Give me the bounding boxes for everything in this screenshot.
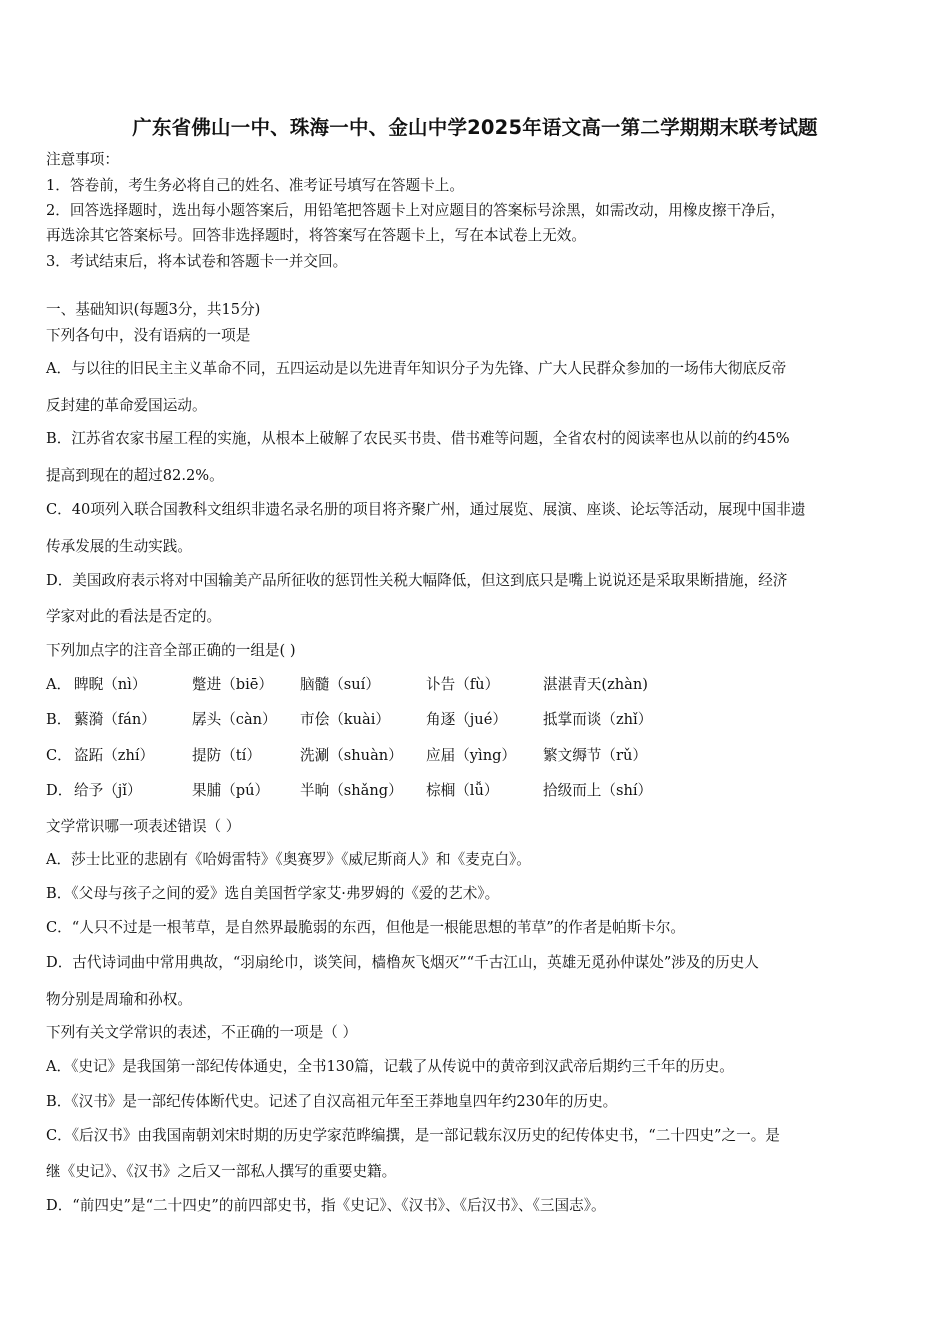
option-c-cont: 传承发展的生动实践。: [46, 538, 192, 555]
notice-item: 3．考试结束后，将本试卷和答题卡一并交回。: [46, 253, 348, 270]
option-b: B．江苏省农家书屋工程的实施，从根本上破解了农民买书贵、借书难等问题，全省农村的阅读率也从以前的约45%: [46, 430, 790, 447]
row-label: B．: [46, 711, 72, 728]
option-d: D．古代诗词曲中常用典故，“羽扇纶巾，谈笑间，樯橹灰飞烟灭”“千古江山，英雄无觅孙仲谋处”涉及的历史人: [46, 954, 759, 971]
question-stem: 下列各句中，没有语病的一项是: [46, 327, 251, 344]
option-d-cont: 学家对此的看法是否定的。: [46, 608, 222, 625]
option-c-cont: 继《史记》、《汉书》之后又一部私人撰写的重要史籍。: [46, 1163, 397, 1180]
pinyin-item: 盗跖（zhí）: [74, 747, 155, 764]
question-stem: 下列有关文学常识的表述，不正确的一项是（ ）: [46, 1024, 358, 1041]
pinyin-item: 湛湛青天(zhàn): [543, 676, 648, 693]
pinyin-item: 洗涮（shuàn）: [300, 747, 403, 764]
pinyin-item: 孱头（càn）: [192, 711, 277, 728]
option-a: A．莎士比亚的悲剧有《哈姆雷特》《奥赛罗》《威尼斯商人》和《麦克白》。: [46, 851, 531, 868]
pinyin-item: 拾级而上（shí）: [543, 782, 653, 799]
option-d: D．美国政府表示将对中国输美产品所征收的惩罚性关税大幅降低，但这到底只是嘴上说说还是采取果断措施，经济: [46, 572, 788, 589]
option-a: A．《史记》是我国第一部纪传体通史，全书130篇，记载了从传说中的黄帝到汉武帝后期约三千年的历史。: [46, 1058, 734, 1075]
pinyin-item: 提防（tí）: [192, 747, 261, 764]
option-b: B．《父母与孩子之间的爱》选自美国哲学家艾·弗罗姆的《爱的艺术》。: [46, 885, 500, 902]
pinyin-item: 蘩漪（fán）: [74, 711, 156, 728]
notice-heading: 注意事项：: [46, 151, 119, 168]
pinyin-item: 繁文缛节（rǔ）: [543, 747, 647, 764]
option-d-cont: 物分别是周瑜和孙权。: [46, 991, 192, 1008]
notice-item: 2．回答选择题时，选出每小题答案后，用铅笔把答题卡上对应题目的答案标号涂黑，如需改动，用橡皮擦干净后，: [46, 202, 785, 219]
option-c: C．“人只不过是一根苇草，是自然界最脆弱的东西，但他是一根能思想的苇草”的作者是帕斯卡尔。: [46, 919, 686, 936]
option-c: C．40项列入联合国教科文组织非遗名录名册的项目将齐聚广州，通过展览、展演、座谈、论坛等活动，展现中国非遗: [46, 501, 806, 518]
page-title: 广东省佛山一中、珠海一中、金山中学2025年语文高一第二学期期末联考试题: [132, 116, 818, 139]
row-label: C．: [46, 747, 72, 764]
pinyin-item: 棕榈（lǚ）: [426, 782, 499, 799]
option-d: D．“前四史”是“二十四史”的前四部史书，指《史记》、《汉书》、《后汉书》、《三国志》。: [46, 1197, 606, 1214]
pinyin-item: 蹩进（biē）: [192, 676, 274, 693]
option-c: C．《后汉书》由我国南朝刘宋时期的历史学家范晔编撰，是一部记载东汉历史的纪传体史书，“二十四史”之一。是: [46, 1127, 780, 1144]
notice-item: 1．答卷前，考生务必将自己的姓名、准考证号填写在答题卡上。: [46, 177, 464, 194]
pinyin-item: 给予（jǐ）: [74, 782, 142, 799]
pinyin-item: 角逐（jué）: [426, 711, 507, 728]
pinyin-item: 讣告（fù）: [426, 676, 500, 693]
pinyin-item: 市侩（kuài）: [300, 711, 390, 728]
option-b: B．《汉书》是一部纪传体断代史。记述了自汉高祖元年至王莽地皇四年约230年的历史。: [46, 1093, 618, 1110]
row-label: D．: [46, 782, 73, 799]
pinyin-item: 脑髓（suí）: [300, 676, 380, 693]
question-stem: 文学常识哪一项表述错误（ ）: [46, 818, 241, 835]
pinyin-item: 果脯（pú）: [192, 782, 270, 799]
notice-item: 再选涂其它答案标号。回答非选择题时，将答案写在答题卡上，写在本试卷上无效。: [46, 227, 586, 244]
question-stem: 下列加点字的注音全部正确的一组是( ): [46, 642, 296, 659]
pinyin-item: 应届（yìng）: [426, 747, 517, 764]
row-label: A．: [46, 676, 72, 693]
pinyin-item: 睥睨（nì）: [74, 676, 147, 693]
pinyin-item: 抵掌而谈（zhǐ）: [543, 711, 653, 728]
option-a-cont: 反封建的革命爱国运动。: [46, 397, 207, 414]
section-heading: 一、基础知识(每题3分，共15分): [46, 301, 261, 318]
option-a: A．与以往的旧民主主义革命不同，五四运动是以先进青年知识分子为先锋、广大人民群众参加的一场伟大彻底反帝: [46, 360, 787, 377]
pinyin-item: 半晌（shǎng）: [300, 782, 403, 799]
option-b-cont: 提高到现在的超过82.2%。: [46, 467, 224, 484]
